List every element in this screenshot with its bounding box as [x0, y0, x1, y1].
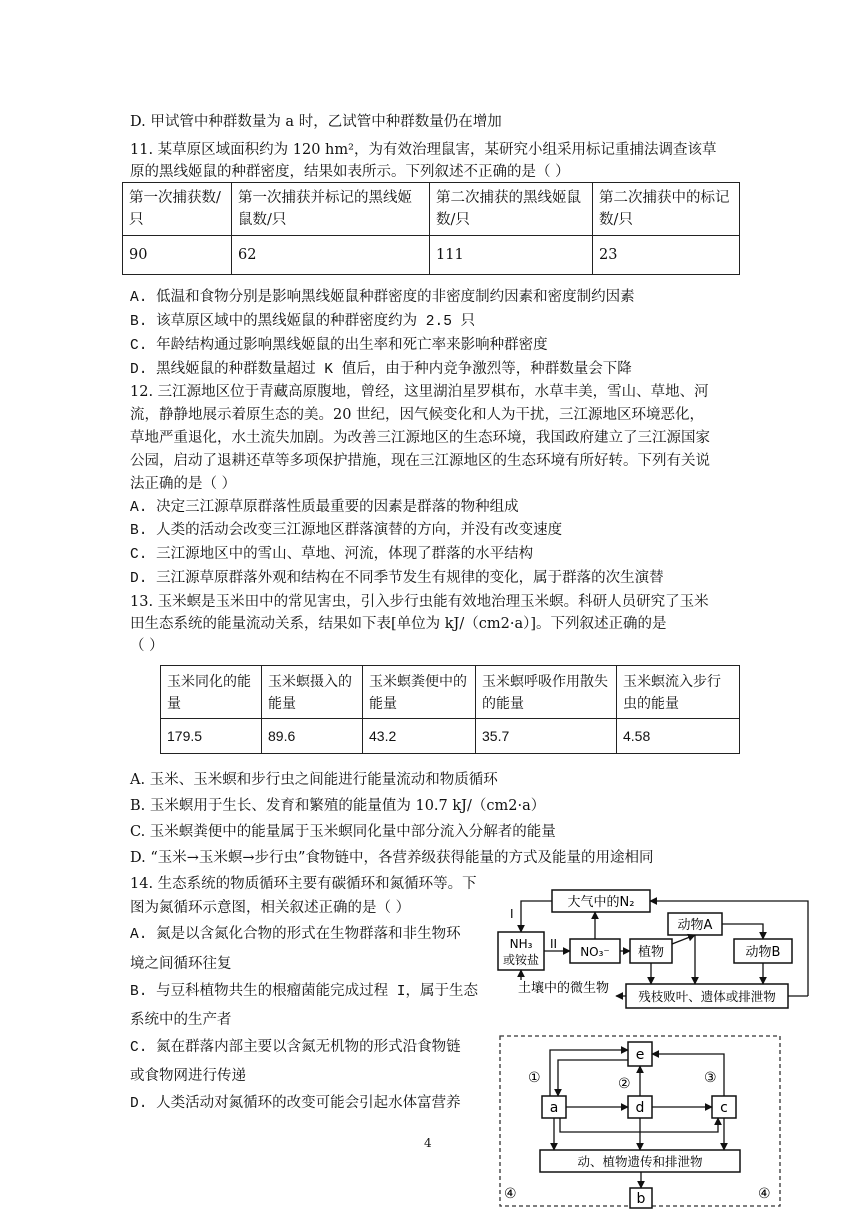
remains-label: 动、植物遗传和排泄物 [577, 1154, 703, 1169]
table-header-cell: 玉米螟粪便中的能量 [363, 666, 476, 719]
q14-option-a-line2: 境之间循环往复 [130, 956, 232, 972]
table-header-cell: 第二次捕获的黑线姬鼠数/只 [430, 183, 593, 236]
q14-option-a-line1: A. 氮是以含氮化合物的形式在生物群落和非生物环 [130, 927, 461, 943]
marker-4-right: ④ [758, 1186, 771, 1202]
question-14-stem-line2: 图为氮循环示意图，相关叙述正确的是（ ） [130, 900, 411, 916]
arrow-loop-bottom [560, 1118, 718, 1132]
table-cell: 62 [232, 236, 430, 275]
table-header-cell: 玉米螟摄入的能量 [262, 666, 363, 719]
question-13-stem-line3: （ ） [130, 638, 164, 654]
q12-option-b: B. 人类的活动会改变三江源地区群落演替的方向，并没有改变速度 [130, 523, 563, 539]
table-row [161, 719, 740, 754]
energy-table [160, 665, 740, 754]
table-row [123, 236, 740, 275]
table-cell: 43.2 [363, 719, 476, 754]
question-14-stem-line1: 14. 生态系统的物质循环主要有碳循环和氮循环等。下 [130, 876, 477, 892]
table-header-cell: 玉米同化的能量 [161, 666, 262, 719]
marker-3: ③ [704, 1070, 717, 1086]
node-b-label: b [636, 1191, 646, 1207]
plant-label: 植物 [637, 945, 665, 960]
nh3-label: NH₃ [509, 937, 533, 951]
q14-option-b-line2: 系统中的生产者 [130, 1012, 232, 1028]
node-d-label: d [635, 1100, 645, 1116]
animal-b-label: 动物B [745, 945, 781, 960]
page-number: 4 [424, 1136, 432, 1150]
table-header-row [123, 183, 740, 236]
q14-option-b-line1: B. 与豆科植物共生的根瘤菌能完成过程 I，属于生态 [130, 984, 479, 1000]
table-header-row [161, 666, 740, 719]
process-ii-label: II [550, 937, 558, 951]
q12-option-c: C. 三江源地区中的雪山、草地、河流，体现了群落的水平结构 [130, 547, 534, 563]
table-cell: 23 [593, 236, 740, 275]
table-cell: 4.58 [617, 719, 740, 754]
node-c-label: c [720, 1100, 728, 1116]
q14-option-c-line2: 或食物网进行传递 [130, 1068, 246, 1084]
table-cell: 35.7 [476, 719, 617, 754]
table-header-cell: 玉米螟呼吸作用散失的能量 [476, 666, 617, 719]
table-header-cell: 第一次捕获数/只 [123, 183, 232, 236]
question-11-stem-line2: 原的黑线姬鼠的种群密度，结果如表所示。下列叙述不正确的是（ ） [130, 164, 570, 180]
marker-1: ① [528, 1070, 541, 1086]
residue-label: 残枝败叶、遗体或排泄物 [638, 989, 776, 1004]
q11-option-c: C. 年龄结构通过影响黑线姬鼠的出生率和死亡率来影响种群密度 [130, 338, 548, 354]
ammonium-label: 或铵盐 [502, 953, 540, 967]
q13-option-c: C. 玉米螟粪便中的能量属于玉米螟同化量中部分流入分解者的能量 [130, 824, 556, 840]
arrow-plant-to-animal-a [672, 935, 695, 944]
q14-option-d-line1: D. 人类活动对氮循环的改变可能会引起水体富营养 [130, 1096, 461, 1112]
node-e-label: e [635, 1047, 645, 1063]
node-a-label: a [549, 1100, 559, 1116]
nitrogen-cycle-diagram [490, 884, 820, 1014]
question-11-stem-line1: 11. 某草原区域面积约为 120 hm²，为有效治理鼠害，某研究小组采用标记重捕法调查该草 [130, 142, 717, 158]
table-cell: 111 [430, 236, 593, 275]
table-cell: 89.6 [262, 719, 363, 754]
arrow-animal-a-to-animal-b [722, 924, 763, 939]
capture-table [122, 182, 740, 275]
q12-option-d: D. 三江源草原群落外观和结构在不同季节发生有规律的变化，属于群落的次生演替 [130, 571, 664, 587]
question-13-stem-line1: 13. 玉米螟是玉米田中的常见害虫，引入步行虫能有效地治理玉米螟。科研人员研究了玉米 [130, 594, 709, 610]
question-12-stem-line3: 草地严重退化，水土流失加剧。为改善三江源地区的生态环境，我国政府建立了三江源国家 [130, 430, 710, 446]
question-12-stem-line1: 12. 三江源地区位于青藏高原腹地，曾经，这里湖泊星罗棋布，水草丰美，雪山、草地、河 [130, 384, 709, 400]
question-10-option-d: D. 甲试管中种群数量为 a 时，乙试管中种群数量仍在增加 [130, 114, 502, 130]
arrow-n2-to-nh3 [521, 901, 552, 932]
q14-option-c-line1: C. 氮在群落内部主要以含氮无机物的形式沿食物链 [130, 1040, 461, 1056]
q11-option-a: A. 低温和食物分别是影响黑线姬鼠种群密度的非密度制约因素和密度制约因素 [130, 290, 635, 306]
table-header-cell: 第一次捕获并标记的黑线姬鼠数/只 [232, 183, 430, 236]
no3-label: NO₃⁻ [580, 945, 610, 959]
table-cell: 90 [123, 236, 232, 275]
question-13-stem-line2: 田生态系统的能量流动关系，结果如下表[单位为 kJ/（cm2·a）]。下列叙述正确的是 [130, 616, 667, 632]
material-cycle-diagram [496, 1032, 786, 1212]
table-cell: 179.5 [161, 719, 262, 754]
q13-option-a: A. 玉米、玉米螟和步行虫之间能进行能量流动和物质循环 [130, 772, 498, 788]
q13-option-d: D. “玉米→玉米螟→步行虫”食物链中，各营养级获得能量的方式及能量的用途相同 [130, 850, 654, 866]
q13-option-b: B. 玉米螟用于生长、发育和繁殖的能量值为 10.7 kJ/（cm2·a） [130, 798, 546, 814]
question-12-stem-line4: 公园，启动了退耕还草等多项保护措施，现在三江源地区的生态环境有所好转。下列有关说 [130, 453, 710, 469]
soil-microbe-label: 土壤中的微生物 [518, 981, 610, 996]
n2-label: 大气中的N₂ [567, 895, 635, 910]
table-header-cell: 玉米螟流入步行虫的能量 [617, 666, 740, 719]
question-12-stem-line2: 流，静静地展示着原生态的美。20 世纪，因气候变化和人为干扰，三江源地区环境恶化， [130, 407, 705, 423]
animal-a-label: 动物A [677, 918, 713, 933]
process-i-label: I [510, 907, 514, 921]
q11-option-d: D. 黑线姬鼠的种群数量超过 K 值后，由于种内竞争激烈等，种群数量会下降 [130, 362, 632, 378]
arrow-a-to-e [550, 1050, 628, 1096]
table-header-cell: 第二次捕获中的标记数/只 [593, 183, 740, 236]
question-12-stem-line5: 法正确的是（ ） [130, 476, 237, 492]
marker-4-left: ④ [504, 1186, 517, 1202]
marker-2: ② [618, 1076, 631, 1092]
q12-option-a: A. 决定三江源草原群落性质最重要的因素是群落的物种组成 [130, 500, 519, 516]
q11-option-b: B. 该草原区域中的黑线姬鼠的种群密度约为 2.5 只 [130, 314, 476, 330]
